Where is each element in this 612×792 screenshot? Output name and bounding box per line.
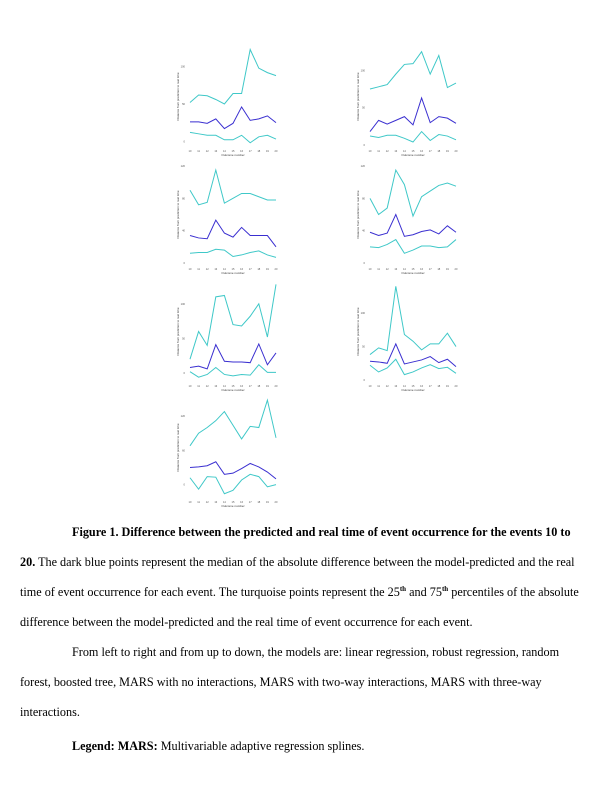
chart-svg <box>352 277 462 397</box>
x-tick-label: 15 <box>231 150 235 153</box>
caption-body-1: The dark blue points represent the median of the absolute difference between the model-predicted and the real time of event occurrence for each event. The turquoise points represent the 25 <box>20 555 575 599</box>
x-tick-label: 18 <box>257 150 261 153</box>
x-axis-title: Outcome number <box>401 388 425 392</box>
x-tick-label: 10 <box>368 150 372 153</box>
legend-term: MARS: <box>117 739 158 753</box>
series-line-median <box>370 98 456 132</box>
y-axis-title: Distance from prediction to real time <box>356 72 360 121</box>
x-tick-label: 16 <box>240 385 244 388</box>
series-line-median <box>190 462 276 479</box>
x-tick-label: 10 <box>188 501 192 504</box>
caption-title: Difference between the predicted and real time of event occurrence for the events 10 to 20. <box>20 525 571 569</box>
x-tick-label: 20 <box>274 150 278 153</box>
y-tick-label: 100 <box>360 312 365 316</box>
x-tick-label: 19 <box>445 385 449 388</box>
y-tick-label: 0 <box>363 262 365 265</box>
x-tick-label: 20 <box>274 385 278 388</box>
y-tick-label: 50 <box>182 102 185 106</box>
chart-svg <box>172 160 282 280</box>
series-line-75th-percentile <box>190 400 276 446</box>
x-tick-label: 12 <box>385 268 389 271</box>
caption-label: Figure 1. <box>72 525 119 539</box>
x-tick-label: 18 <box>257 385 261 388</box>
x-tick-label: 11 <box>377 268 380 271</box>
x-tick-label: 17 <box>428 150 432 153</box>
x-axis-title: Outcome number <box>401 153 425 157</box>
series-line-25th-percentile <box>190 365 276 377</box>
x-tick-label: 10 <box>368 385 372 388</box>
y-tick-label: 120 <box>360 165 365 168</box>
chart-svg <box>172 277 282 397</box>
x-tick-label: 14 <box>222 385 226 388</box>
y-tick-label: 80 <box>182 197 185 201</box>
chart-panel-6 <box>352 277 462 397</box>
x-tick-label: 14 <box>402 268 406 271</box>
series-line-75th-percentile <box>370 52 456 89</box>
series-line-median <box>190 107 276 129</box>
y-tick-label: 0 <box>183 372 185 376</box>
x-tick-label: 11 <box>377 385 380 388</box>
y-tick-label: 50 <box>362 106 365 110</box>
x-tick-label: 16 <box>240 150 244 153</box>
series-line-75th-percentile <box>190 49 276 103</box>
figure-caption <box>20 517 580 637</box>
x-axis-title: Outcome number <box>401 271 425 275</box>
y-tick-label: 50 <box>362 345 365 349</box>
caption-body-2: and 75 <box>406 585 442 599</box>
x-tick-label: 11 <box>197 150 200 153</box>
chart-panel-1 <box>172 42 282 162</box>
x-tick-label: 19 <box>445 268 449 271</box>
chart-svg <box>172 42 282 162</box>
x-tick-label: 11 <box>377 150 380 153</box>
x-tick-label: 19 <box>265 268 269 271</box>
x-tick-label: 11 <box>197 501 200 504</box>
x-tick-label: 15 <box>231 501 235 504</box>
y-tick-label: 100 <box>180 302 185 306</box>
series-line-median <box>370 215 456 237</box>
series-line-25th-percentile <box>190 249 276 257</box>
x-tick-label: 15 <box>411 268 415 271</box>
chart-svg <box>172 393 282 513</box>
series-line-25th-percentile <box>370 240 456 254</box>
x-tick-label: 10 <box>368 268 372 271</box>
y-tick-label: 120 <box>180 165 185 168</box>
series-line-75th-percentile <box>190 284 276 359</box>
x-tick-label: 19 <box>445 150 449 153</box>
series-line-75th-percentile <box>370 286 456 354</box>
sup-75: th <box>441 585 449 593</box>
x-tick-label: 16 <box>240 268 244 271</box>
x-tick-label: 18 <box>437 150 441 153</box>
y-tick-label: 0 <box>363 379 365 382</box>
legend-paragraph <box>20 731 580 761</box>
y-tick-label: 80 <box>362 197 365 201</box>
legend-label: Legend: <box>72 739 115 753</box>
x-tick-label: 14 <box>222 150 226 153</box>
x-tick-label: 13 <box>214 385 218 388</box>
x-tick-label: 18 <box>257 268 261 271</box>
x-tick-label: 10 <box>188 150 192 153</box>
x-tick-label: 17 <box>248 268 252 271</box>
x-tick-label: 13 <box>394 385 398 388</box>
x-tick-label: 12 <box>385 385 389 388</box>
y-tick-label: 60 <box>182 449 185 453</box>
x-tick-label: 13 <box>214 150 218 153</box>
x-tick-label: 14 <box>222 268 226 271</box>
series-line-75th-percentile <box>190 170 276 205</box>
chart-svg <box>352 160 462 280</box>
y-tick-label: 0 <box>363 144 365 147</box>
x-tick-label: 11 <box>197 268 200 271</box>
chart-panel-5 <box>172 277 282 397</box>
chart-panel-2 <box>352 42 462 162</box>
sup-25: th <box>399 585 407 593</box>
y-axis-title: Distance from prediction to real time <box>356 307 360 356</box>
chart-panel-7 <box>172 393 282 513</box>
chart-panel-4 <box>352 160 462 280</box>
x-tick-label: 19 <box>265 501 269 504</box>
x-tick-label: 13 <box>394 268 398 271</box>
models-paragraph <box>20 637 580 727</box>
y-axis-title: Distance from prediction to real time <box>176 307 180 356</box>
x-tick-label: 10 <box>188 268 192 271</box>
x-tick-label: 19 <box>265 385 269 388</box>
y-tick-label: 120 <box>180 415 185 419</box>
x-tick-label: 14 <box>222 501 226 504</box>
x-tick-label: 12 <box>205 268 209 271</box>
x-tick-label: 13 <box>214 501 218 504</box>
y-tick-label: 40 <box>182 229 185 233</box>
x-tick-label: 12 <box>205 385 209 388</box>
series-line-median <box>190 344 276 369</box>
x-tick-label: 15 <box>411 385 415 388</box>
x-tick-label: 20 <box>274 501 278 504</box>
x-tick-label: 16 <box>420 150 424 153</box>
x-axis-title: Outcome number <box>221 388 245 392</box>
caption-body-3: percentiles of the absolute difference between the model-predicted and the real time of event occurrence for each event. <box>20 585 579 629</box>
series-line-25th-percentile <box>190 474 276 493</box>
chart-svg <box>352 42 462 162</box>
x-tick-label: 19 <box>265 150 269 153</box>
x-tick-label: 17 <box>248 150 252 153</box>
models-text: From left to right and from up to down, the models are: linear regression, robust regression, random forest, boosted tree, MARS with no interactions, MARS with two-way interactions, MARS with three-way interactions. <box>20 645 560 719</box>
y-axis-title: Distance from prediction to real time <box>176 423 180 472</box>
x-tick-label: 18 <box>437 268 441 271</box>
x-tick-label: 17 <box>248 501 252 504</box>
series-line-median <box>190 220 276 247</box>
series-line-median <box>370 344 456 367</box>
x-tick-label: 16 <box>420 385 424 388</box>
y-tick-label: 0 <box>183 483 185 487</box>
x-tick-label: 17 <box>428 268 432 271</box>
series-line-25th-percentile <box>370 132 456 142</box>
x-tick-label: 20 <box>454 385 458 388</box>
x-tick-label: 18 <box>257 501 261 504</box>
chart-panel-3 <box>172 160 282 280</box>
x-tick-label: 10 <box>188 385 192 388</box>
y-tick-label: 0 <box>183 262 185 265</box>
x-axis-title: Outcome number <box>221 153 245 157</box>
y-tick-label: 40 <box>362 229 365 233</box>
x-tick-label: 14 <box>402 385 406 388</box>
x-tick-label: 12 <box>205 501 209 504</box>
y-tick-label: 50 <box>182 337 185 341</box>
x-axis-title: Outcome number <box>221 504 245 508</box>
x-tick-label: 12 <box>385 150 389 153</box>
x-tick-label: 17 <box>428 385 432 388</box>
y-tick-label: 100 <box>180 65 185 69</box>
y-tick-label: 0 <box>183 140 185 144</box>
x-tick-label: 20 <box>274 268 278 271</box>
legend-text: Multivariable adaptive regression splines. <box>157 739 365 753</box>
x-tick-label: 15 <box>231 268 235 271</box>
x-tick-label: 20 <box>454 150 458 153</box>
x-axis-title: Outcome number <box>221 271 245 275</box>
x-tick-label: 12 <box>205 150 209 153</box>
series-line-25th-percentile <box>190 132 276 142</box>
x-tick-label: 18 <box>437 385 441 388</box>
x-tick-label: 17 <box>248 385 252 388</box>
x-tick-label: 14 <box>402 150 406 153</box>
y-axis-title: Distance from prediction to real time <box>176 72 180 121</box>
series-line-75th-percentile <box>370 170 456 216</box>
x-tick-label: 16 <box>420 268 424 271</box>
x-tick-label: 11 <box>197 385 200 388</box>
y-axis-title: Distance from prediction to real time <box>176 190 180 239</box>
x-tick-label: 15 <box>231 385 235 388</box>
y-tick-label: 100 <box>360 69 365 73</box>
x-tick-label: 20 <box>454 268 458 271</box>
y-axis-title: Distance from prediction to real time <box>356 190 360 239</box>
x-tick-label: 13 <box>214 268 218 271</box>
x-tick-label: 13 <box>394 150 398 153</box>
x-tick-label: 15 <box>411 150 415 153</box>
x-tick-label: 16 <box>240 501 244 504</box>
